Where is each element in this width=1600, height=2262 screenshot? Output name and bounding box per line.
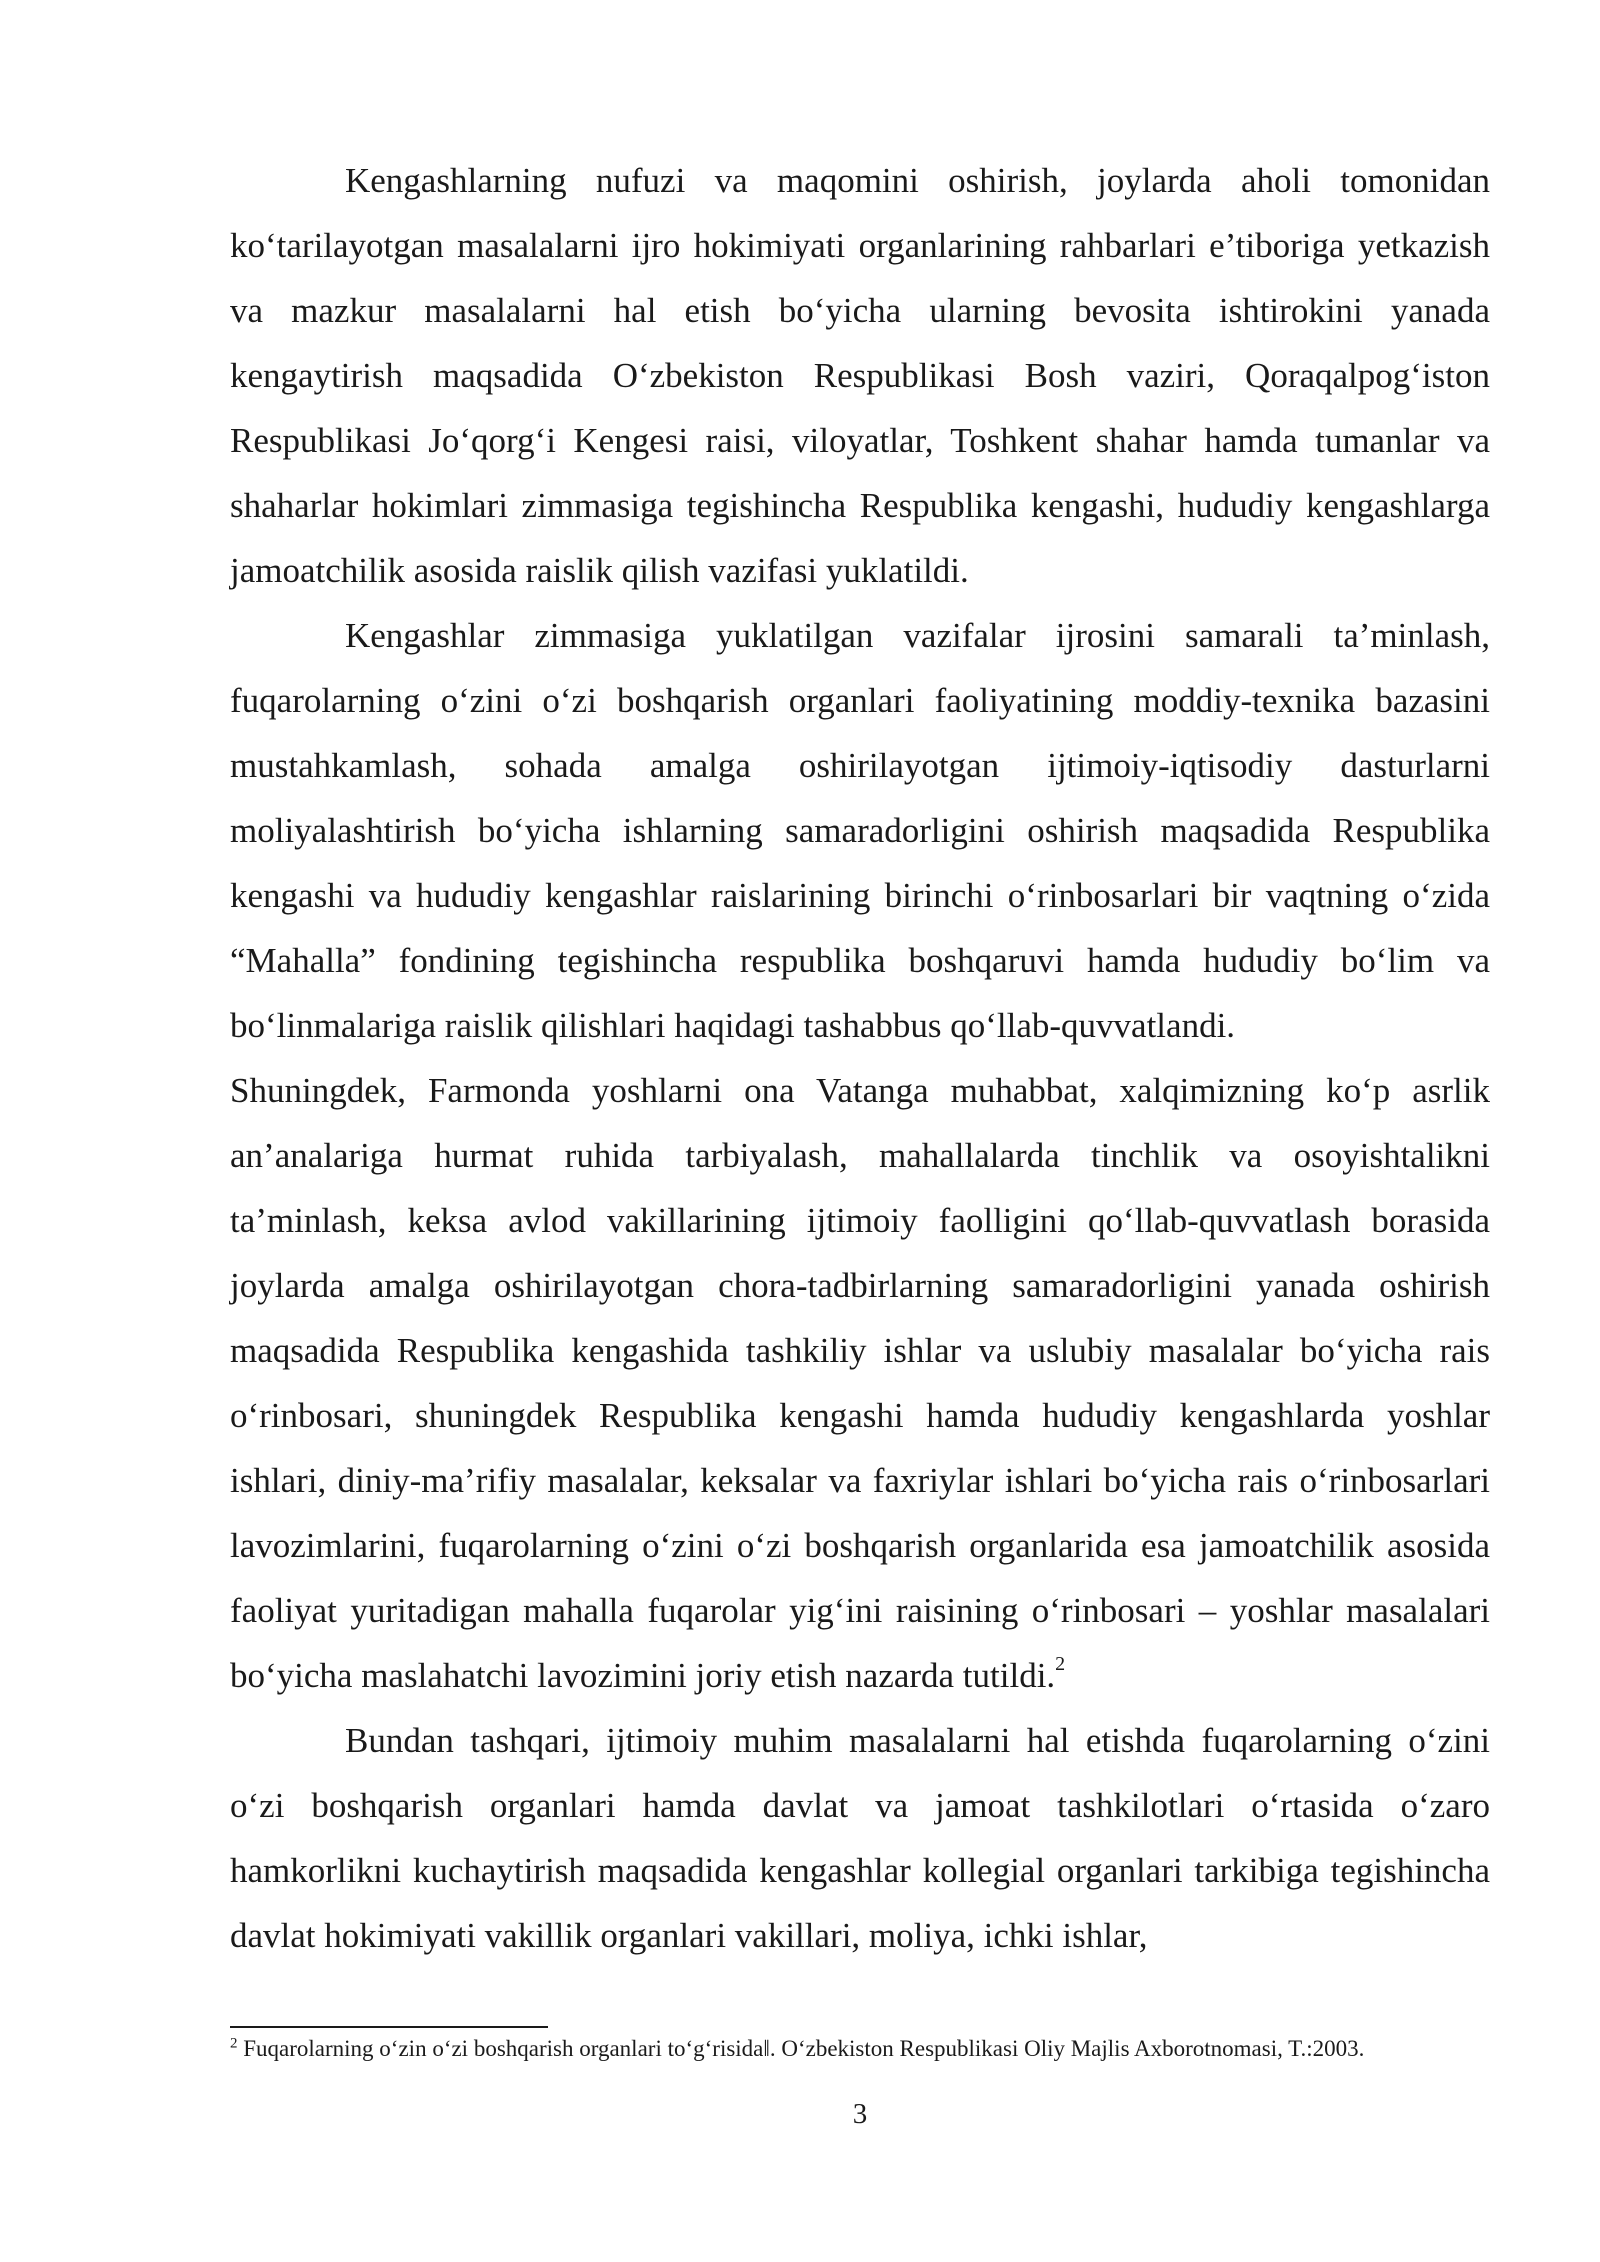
body-text (230, 148, 1490, 1968)
footnote-reference[interactable]: 2 (1055, 1653, 1066, 1676)
footnote-text: Fuqarolarning o‘zin o‘zi boshqarish organlari to‘g‘risida‖. O‘zbekiston Respublikasi Oliy Majlis Axborotnomasi, T.:2003. (243, 2036, 1365, 2061)
paragraph: Kengashlarning nufuzi va maqomini oshirish, joylarda aholi tomonidan ko‘tarilayotgan masalalarni ijro hokimiyati organlarining rahbarlari e’tiboriga yetkazish va mazkur masalalarni hal etish bo‘yicha ularning bevosita ishtirokini yanada kengaytirish maqsadida O‘zbekiston Respublikasi Bosh vaziri, Qoraqalpog‘iston Respublikasi Jo‘qorg‘i Kengesi raisi, viloyatlar, Toshkent shahar hamda tumanlar va shaharlar hokimlari zimmasiga tegishincha Respublika kengashi, hududiy kengashlarga jamoatchilik asosida raislik qilish vazifasi yuklatildi. (230, 161, 1490, 590)
paragraph (230, 1058, 1490, 1708)
page-number: 3 (852, 2098, 868, 2130)
paragraph: Kengashlar zimmasiga yuklatilgan vazifalar ijrosini samarali ta’minlash, fuqarolarning o‘zini o‘zi boshqarish organlari faoliyatining moddiy-texnika bazasini mustahkamlash, sohada amalga oshirilayotgan ijtimoiy-iqtisodiy dasturlarni moliyalashtirish bo‘yicha ishlarning samaradorligini oshirish maqsadida Respublika kengashi va hududiy kengashlar raislarining birinchi o‘rinbosarlari bir vaqtning o‘zida “Mahalla” fondining tegishincha respublika boshqaruvi hamda hududiy bo‘lim va bo‘linmalariga raislik qilishlari haqidagi tashabbus qo‘llab-quvvatlandi. (230, 616, 1490, 1045)
paragraph-text: Shuningdek, Farmonda yoshlarni ona Vatanga muhabbat, xalqimizning ko‘p asrlik an’analariga hurmat ruhida tarbiyalash, mahallalarda tinchlik va osoyishtalikni ta’minlash, keksa avlod vakillarining ijtimoiy faolligini qo‘llab-quvvatlash borasida joylarda amalga oshirilayotgan chora-tadbirlarning samaradorligini yanada oshirish maqsadida Respublika kengashida tashkiliy ishlar va uslubiy masalalar bo‘yicha rais o‘rinbosari, shuningdek Respublika kengashi hamda hududiy kengashlarda yoshlar ishlari, diniy-ma’rifiy masalalar, keksalar va faxriylar ishlari bo‘yicha rais o‘rinbosarlari lavozimlarini, fuqarolarning o‘zini o‘zi boshqarish organlarida esa jamoatchilik asosida faoliyat yuritadigan mahalla fuqarolar yig‘ini raisining o‘rinbosari – yoshlar masalalari bo‘yicha maslahatchi lavozimini joriy etish nazarda tutildi. (230, 1071, 1490, 1695)
footnote (230, 2034, 1490, 2063)
footnote-number: 2 (230, 2035, 238, 2052)
paragraph: Bundan tashqari, ijtimoiy muhim masalalarni hal etishda fuqarolarning o‘zini o‘zi boshqarish organlari hamda davlat va jamoat tashkilotlari o‘rtasida o‘zaro hamkorlikni kuchaytirish maqsadida kengashlar kollegial organlari tarkibiga tegishincha davlat hokimiyati vakillik organlari vakillari, moliya, ichki ishlar, (230, 1721, 1490, 1955)
footnote-separator (230, 2026, 548, 2028)
